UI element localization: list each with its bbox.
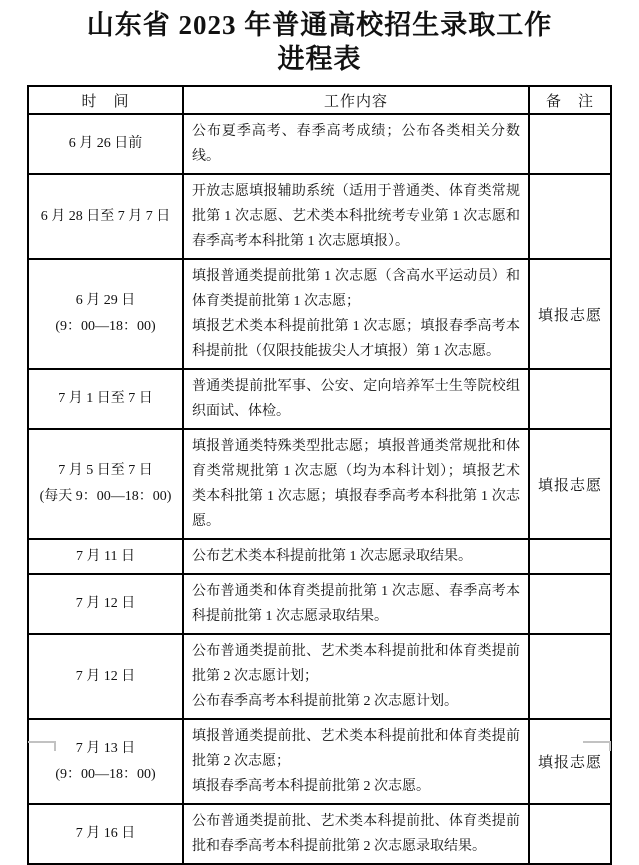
time-cell: 7 月 13 日 (9：00—18：00) bbox=[28, 719, 183, 804]
time-cell: 7 月 16 日 bbox=[28, 804, 183, 864]
schedule-table-body bbox=[28, 114, 611, 864]
table-row bbox=[28, 114, 611, 174]
remark-cell bbox=[529, 539, 611, 574]
remark-cell: 填报志愿 bbox=[529, 259, 611, 369]
next-page-row-fragment-right bbox=[583, 741, 611, 751]
remark-cell bbox=[529, 369, 611, 429]
remark-cell bbox=[529, 114, 611, 174]
content-cell: 公布普通类提前批、艺术类本科提前批和体育类提前批第 2 次志愿计划； 公布春季高考本科提前批第 2 次志愿计划。 bbox=[183, 634, 529, 719]
content-cell: 公布夏季高考、春季高考成绩；公布各类相关分数线。 bbox=[183, 114, 529, 174]
content-cell: 公布艺术类本科提前批第 1 次志愿录取结果。 bbox=[183, 539, 529, 574]
time-cell: 7 月 5 日至 7 日 (每天 9：00—18：00) bbox=[28, 429, 183, 539]
table-row bbox=[28, 429, 611, 539]
header-content: 工作内容 bbox=[183, 86, 529, 114]
schedule-table bbox=[27, 85, 612, 865]
time-cell: 7 月 12 日 bbox=[28, 574, 183, 634]
time-cell: 6 月 29 日 (9：00—18：00) bbox=[28, 259, 183, 369]
time-cell: 7 月 12 日 bbox=[28, 634, 183, 719]
table-row bbox=[28, 369, 611, 429]
table-row bbox=[28, 574, 611, 634]
remark-cell bbox=[529, 804, 611, 864]
content-cell: 公布普通类和体育类提前批第 1 次志愿、春季高考本科提前批第 1 次志愿录取结果。 bbox=[183, 574, 529, 634]
remark-cell bbox=[529, 574, 611, 634]
content-cell: 填报普通类提前批第 1 次志愿（含高水平运动员）和体育类提前批第 1 次志愿； 填报艺术类本科提前批第 1 次志愿；填报春季高考本科提前批（仅限技能拔尖人才填报）第 1 次志愿。 bbox=[183, 259, 529, 369]
content-cell: 公布普通类提前批、艺术类本科提前批、体育类提前批和春季高考本科提前批第 2 次志愿录取结果。 bbox=[183, 804, 529, 864]
next-page-row-fragment-left bbox=[28, 741, 56, 751]
remark-cell bbox=[529, 174, 611, 259]
remark-cell bbox=[529, 634, 611, 719]
page-title-line1: 山东省 2023 年普通高校招生录取工作 bbox=[86, 10, 553, 40]
time-cell: 6 月 26 日前 bbox=[28, 114, 183, 174]
remark-cell: 填报志愿 bbox=[529, 429, 611, 539]
header-remark: 备 注 bbox=[529, 86, 611, 114]
time-cell: 7 月 11 日 bbox=[28, 539, 183, 574]
table-row bbox=[28, 719, 611, 804]
content-cell: 开放志愿填报辅助系统（适用于普通类、体育类常规批第 1 次志愿、艺术类本科批统考专业第 1 次志愿和春季高考本科批第 1 次志愿填报）。 bbox=[183, 174, 529, 259]
time-cell: 6 月 28 日至 7 月 7 日 bbox=[28, 174, 183, 259]
content-cell: 普通类提前批军事、公安、定向培养军士生等院校组织面试、体检。 bbox=[183, 369, 529, 429]
header-row bbox=[28, 86, 611, 114]
table-row bbox=[28, 259, 611, 369]
table-row bbox=[28, 804, 611, 864]
remark-cell: 填报志愿 bbox=[529, 719, 611, 804]
table-row bbox=[28, 174, 611, 259]
table-row bbox=[28, 539, 611, 574]
page-title-line2: 进程表 bbox=[277, 44, 362, 74]
content-cell: 填报普通类提前批、艺术类本科提前批和体育类提前批第 2 次志愿； 填报春季高考本科提前批第 2 次志愿。 bbox=[183, 719, 529, 804]
time-cell: 7 月 1 日至 7 日 bbox=[28, 369, 183, 429]
page-title bbox=[0, 8, 639, 76]
table-row bbox=[28, 634, 611, 719]
content-cell: 填报普通类特殊类型批志愿；填报普通类常规批和体育类常规批第 1 次志愿（均为本科计划）；填报艺术类本科批第 1 次志愿；填报春季高考本科批第 1 次志愿。 bbox=[183, 429, 529, 539]
header-time: 时 间 bbox=[28, 86, 183, 114]
